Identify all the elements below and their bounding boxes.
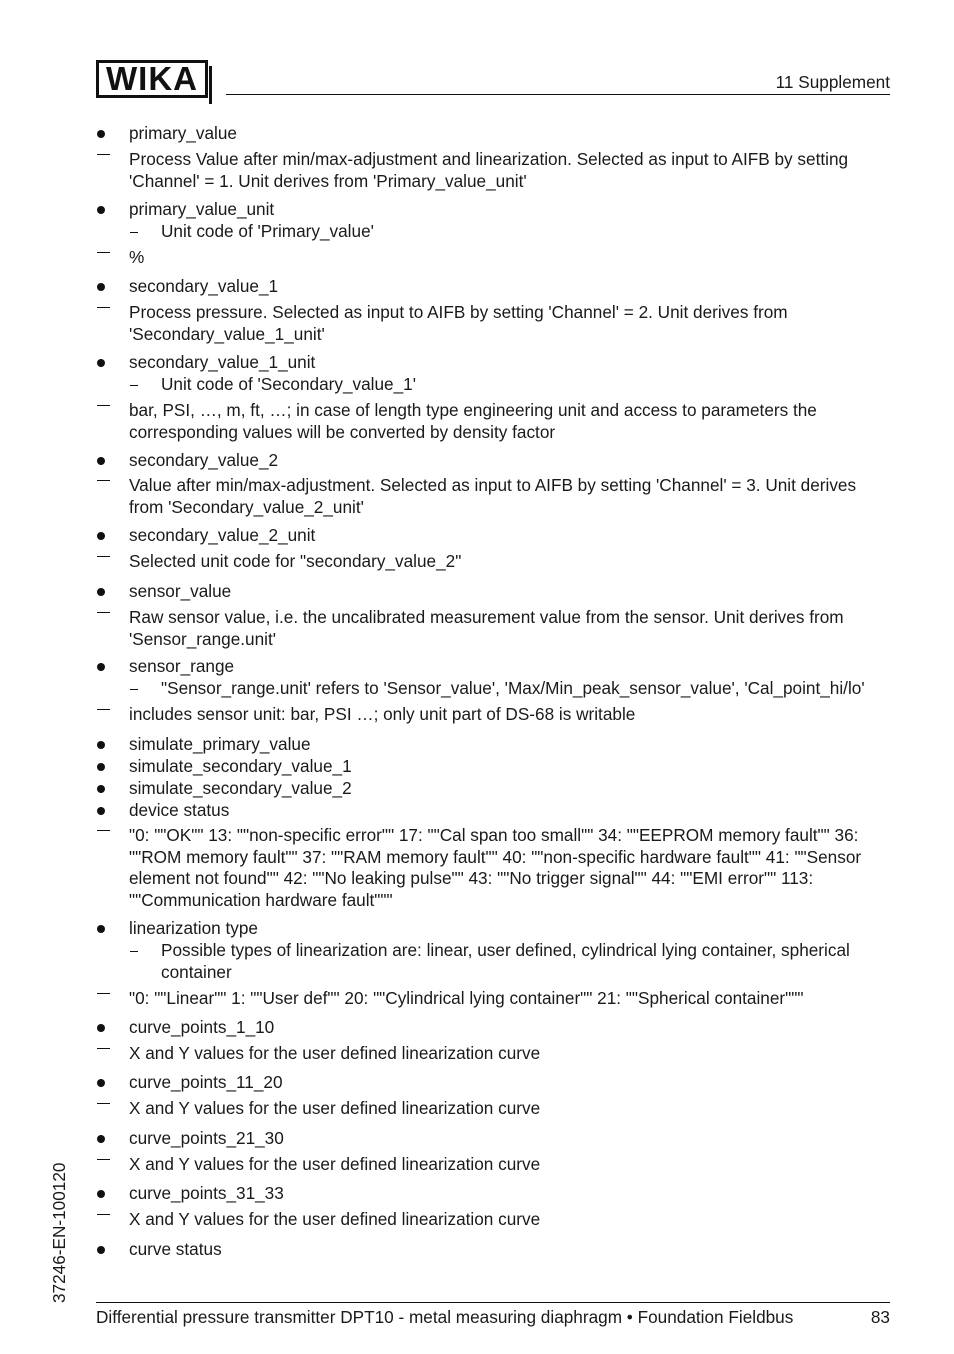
item-text: includes sensor unit: bar, PSI …; only unit part of DS-68 is writable [129, 704, 636, 724]
list-item-value [96, 825, 890, 911]
bullet-icon [97, 359, 105, 367]
list-item [96, 656, 890, 678]
list-item [96, 123, 890, 145]
item-text: simulate_primary_value [129, 734, 311, 754]
item-text: curve_points_11_20 [129, 1072, 283, 1092]
list-item-value [96, 400, 890, 443]
item-text: primary_value_unit [129, 199, 275, 219]
list-item-note [96, 374, 890, 396]
bullet-icon [97, 1135, 105, 1143]
list-item [96, 199, 890, 221]
list-item-note [96, 678, 890, 700]
dash-icon [97, 1159, 110, 1160]
list-item-note [96, 221, 890, 243]
bullet-icon [97, 206, 105, 214]
bullet-icon [97, 807, 105, 815]
dash-icon [97, 405, 110, 406]
dash-icon [97, 154, 110, 155]
footer-rule [96, 1302, 890, 1303]
list-item [96, 1072, 890, 1094]
bullet-icon [97, 1079, 105, 1087]
item-text: primary_value [129, 123, 237, 143]
dash-icon [97, 1048, 110, 1049]
item-text: simulate_secondary_value_2 [129, 778, 352, 798]
list-item-value [96, 475, 890, 518]
list-item [96, 525, 890, 547]
dash-icon [97, 1214, 110, 1215]
list-item-value [96, 1098, 890, 1120]
item-text: linearization type [129, 918, 258, 938]
list-item [96, 800, 890, 822]
dash-icon [97, 709, 110, 710]
list-item-value [96, 302, 890, 345]
bullet-icon [97, 457, 105, 465]
item-text: X and Y values for the user defined linearization curve [129, 1154, 541, 1174]
item-text: X and Y values for the user defined linearization curve [129, 1098, 541, 1118]
item-text: Process Value after min/max-adjustment and linearization. Selected as input to AIFB by setting 'Channel' = 1. Unit derives from 'Primary_value_unit' [129, 149, 849, 191]
list-item-value [96, 551, 890, 573]
dash-icon [97, 1103, 110, 1104]
item-text: secondary_value_1 [129, 276, 279, 296]
item-text: Selected unit code for "secondary_value_2" [129, 551, 462, 571]
dash-icon [97, 556, 110, 557]
footer-title: Differential pressure transmitter DPT10 - metal measuring diaphragm • Foundation Fieldbus [96, 1307, 794, 1327]
list-item [96, 352, 890, 374]
item-text: "0: ""OK"" 13: ""non-specific error"" 17: ""Cal span too small"" 34: ""EEPROM memory fault"" 36: ""ROM memory fault"" 37: ""RAM memory fault"" 40: ""non-specific hardware fault"" 41: ""Sensor element not found"" 42: ""No leaking pulse"" 43: ""No trigger signal"" 44: ""EMI error"" 113: ""Communication hardware fault""" [129, 825, 862, 910]
item-text: curve status [129, 1239, 222, 1259]
list-item [96, 450, 890, 472]
dash-icon [97, 993, 110, 994]
bullet-icon [97, 763, 105, 771]
list-item [96, 918, 890, 940]
list-item-value [96, 607, 890, 650]
item-text: Raw sensor value, i.e. the uncalibrated measurement value from the sensor. Unit derives from 'Sensor_range.unit' [129, 607, 844, 649]
bullet-icon [97, 1024, 105, 1032]
dash-icon [97, 830, 110, 831]
bullet-icon [97, 130, 105, 138]
dash-icon [97, 612, 110, 613]
item-text: curve_points_21_30 [129, 1128, 284, 1148]
item-text: device status [129, 800, 230, 820]
item-text: bar, PSI, …, m, ft, …; in case of length type engineering unit and access to parameters the corresponding values will be converted by density factor [129, 400, 817, 442]
document-code: 37246-EN-100120 [49, 1162, 69, 1303]
en-dash-icon [130, 385, 138, 386]
list-item [96, 1128, 890, 1150]
list-item-note [96, 940, 890, 983]
list-item-value [96, 1043, 890, 1065]
item-text: Unit code of 'Secondary_value_1' [161, 374, 416, 394]
list-item-value [96, 1154, 890, 1176]
en-dash-icon [130, 951, 138, 952]
en-dash-icon [130, 689, 138, 690]
item-text: sensor_range [129, 656, 235, 676]
item-text: Value after min/max-adjustment. Selected as input to AIFB by setting 'Channel' = 3. Unit derives from 'Secondary_value_2_unit' [129, 475, 857, 517]
item-text: secondary_value_2 [129, 450, 279, 470]
section-header: 11 Supplement [775, 72, 890, 92]
item-text: X and Y values for the user defined linearization curve [129, 1209, 541, 1229]
list-item [96, 734, 890, 756]
bullet-icon [97, 588, 105, 596]
logo-text: WIKA [106, 60, 198, 98]
list-item-value [96, 1209, 890, 1231]
item-text: curve_points_31_33 [129, 1183, 284, 1203]
item-text: simulate_secondary_value_1 [129, 756, 352, 776]
dash-icon [97, 480, 110, 481]
item-text: Unit code of 'Primary_value' [161, 221, 374, 241]
item-text: X and Y values for the user defined linearization curve [129, 1043, 541, 1063]
bullet-icon [97, 663, 105, 671]
bullet-icon [97, 1246, 105, 1254]
list-item [96, 778, 890, 800]
item-text: secondary_value_1_unit [129, 352, 316, 372]
item-text: % [129, 247, 145, 267]
header-rule [226, 94, 890, 95]
bullet-icon [97, 741, 105, 749]
item-text: Process pressure. Selected as input to AIFB by setting 'Channel' = 2. Unit derives from 'Secondary_value_1_unit' [129, 302, 788, 344]
item-text: "Sensor_range.unit' refers to 'Sensor_value', 'Max/Min_peak_sensor_value', 'Cal_point_hi/lo' [161, 678, 865, 698]
list-item-value [96, 149, 890, 192]
page-number: 83 [870, 1307, 890, 1327]
bullet-icon [97, 283, 105, 291]
bullet-icon [97, 785, 105, 793]
item-text: curve_points_1_10 [129, 1017, 275, 1037]
list-item [96, 1239, 890, 1261]
item-text: "0: ""Linear"" 1: ""User def"" 20: ""Cylindrical lying container"" 21: ""Spherical container""" [129, 988, 804, 1008]
bullet-icon [97, 1190, 105, 1198]
item-text: sensor_value [129, 581, 232, 601]
dash-icon [97, 307, 110, 308]
list-item [96, 581, 890, 603]
list-item [96, 1183, 890, 1205]
list-item [96, 1017, 890, 1039]
bullet-icon [97, 925, 105, 933]
list-item-value [96, 247, 890, 269]
en-dash-icon [130, 232, 138, 233]
item-text: Possible types of linearization are: linear, user defined, cylindrical lying container, spherical container [161, 940, 850, 982]
wika-logo [96, 60, 208, 98]
list-item [96, 756, 890, 778]
list-item [96, 276, 890, 298]
dash-icon [97, 252, 110, 253]
bullet-icon [97, 532, 105, 540]
list-item-value [96, 988, 890, 1010]
item-text: secondary_value_2_unit [129, 525, 316, 545]
list-item-value [96, 704, 890, 726]
